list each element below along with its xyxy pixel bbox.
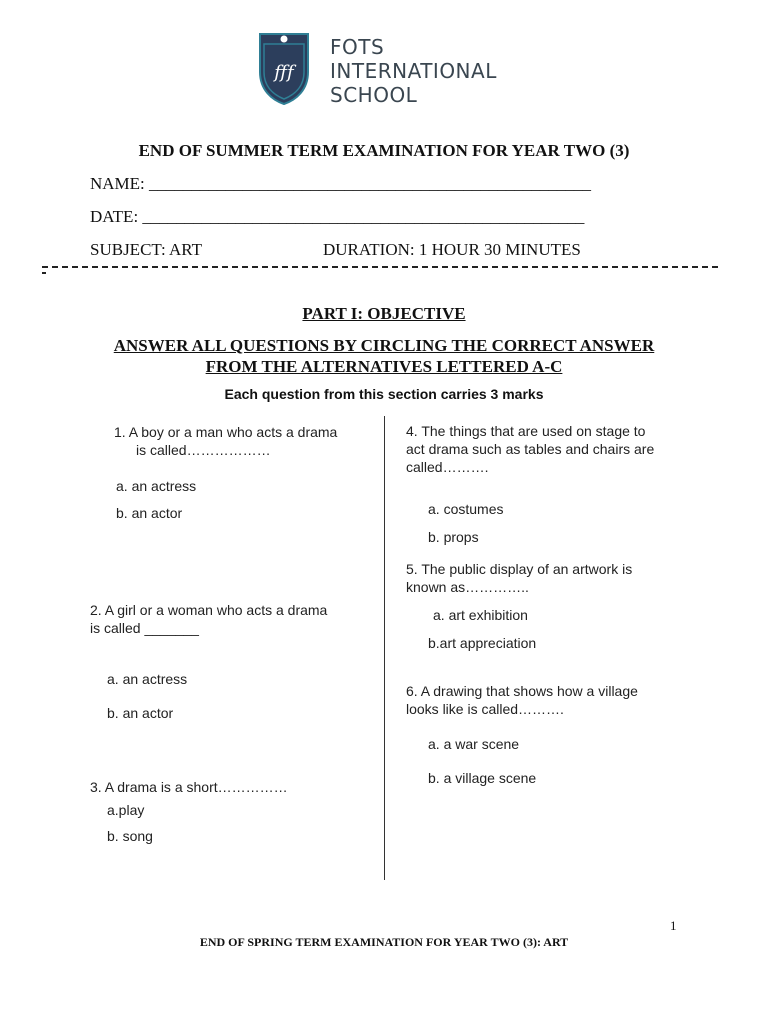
question-4-line-1: 4. The things that are used on stage to bbox=[406, 423, 646, 439]
question-4-line-3: called………. bbox=[406, 459, 489, 475]
school-name bbox=[330, 35, 550, 107]
school-logo bbox=[258, 32, 310, 106]
question-5-line-2: known as………….. bbox=[406, 579, 529, 595]
question-6-line-1: 6. A drawing that shows how a village bbox=[406, 683, 638, 699]
question-1 bbox=[114, 423, 337, 459]
instruction-line-2: FROM THE ALTERNATIVES LETTERED A-C bbox=[205, 357, 563, 376]
shield-icon bbox=[258, 32, 310, 106]
question-2 bbox=[90, 601, 327, 637]
column-divider bbox=[384, 416, 385, 880]
question-3-option-a[interactable]: a.play bbox=[107, 802, 145, 818]
question-4-option-b[interactable]: b. props bbox=[428, 529, 479, 545]
question-4 bbox=[406, 422, 654, 476]
question-5 bbox=[406, 560, 632, 596]
school-name-line-3: SCHOOL bbox=[330, 83, 418, 107]
question-6-option-b[interactable]: b. a village scene bbox=[428, 770, 537, 786]
question-1-line-2: is called……………… bbox=[136, 442, 271, 458]
school-name-line-2: INTERNATIONAL bbox=[330, 59, 497, 83]
question-5-option-a[interactable]: a. art exhibition bbox=[433, 607, 528, 623]
subject-field: SUBJECT: ART bbox=[90, 240, 202, 259]
question-3 bbox=[90, 778, 288, 796]
question-3-line-1: 3. A drama is a short…………… bbox=[90, 779, 288, 795]
question-2-line-2: is called _______ bbox=[90, 620, 199, 636]
page-footer: END OF SPRING TERM EXAMINATION FOR YEAR TWO (3): ART bbox=[199, 935, 569, 949]
question-1-option-a[interactable]: a. an actress bbox=[116, 478, 197, 494]
school-name-line-1: FOTS bbox=[330, 35, 385, 59]
question-2-line-1: 2. A girl or a woman who acts a drama bbox=[90, 602, 328, 618]
question-1-option-b[interactable]: b. an actor bbox=[116, 505, 183, 521]
dashed-separator bbox=[42, 266, 718, 268]
duration-field: DURATION: 1 HOUR 30 MINUTES bbox=[323, 240, 581, 259]
question-6-option-a[interactable]: a. a war scene bbox=[428, 736, 520, 752]
exam-title: END OF SUMMER TERM EXAMINATION FOR YEAR TWO (3) bbox=[138, 141, 630, 160]
question-6-line-2: looks like is called………. bbox=[406, 701, 564, 717]
date-field: DATE: ____________________________________________________ bbox=[90, 207, 585, 226]
section-title: PART I: OBJECTIVE bbox=[302, 304, 466, 323]
question-3-option-b[interactable]: b. song bbox=[107, 828, 153, 844]
question-5-line-1: 5. The public display of an artwork is bbox=[406, 561, 633, 577]
marks-note: Each question from this section carries 3 marks bbox=[224, 386, 544, 402]
dashed-separator-tick bbox=[42, 272, 46, 274]
question-5-option-b[interactable]: b.art appreciation bbox=[428, 635, 537, 651]
name-field: NAME: ____________________________________________________ bbox=[90, 174, 592, 193]
svg-text:fff: fff bbox=[274, 62, 294, 83]
question-4-line-2: act drama such as tables and chairs are bbox=[406, 441, 655, 457]
question-2-option-b[interactable]: b. an actor bbox=[107, 705, 174, 721]
question-6 bbox=[406, 682, 638, 718]
question-1-line-1: 1. A boy or a man who acts a drama bbox=[114, 424, 338, 440]
instruction-line-1: ANSWER ALL QUESTIONS BY CIRCLING THE CORRECT ANSWER bbox=[113, 336, 655, 355]
page-number: 1 bbox=[670, 918, 677, 933]
question-2-option-a[interactable]: a. an actress bbox=[107, 671, 188, 687]
question-4-option-a[interactable]: a. costumes bbox=[428, 501, 504, 517]
